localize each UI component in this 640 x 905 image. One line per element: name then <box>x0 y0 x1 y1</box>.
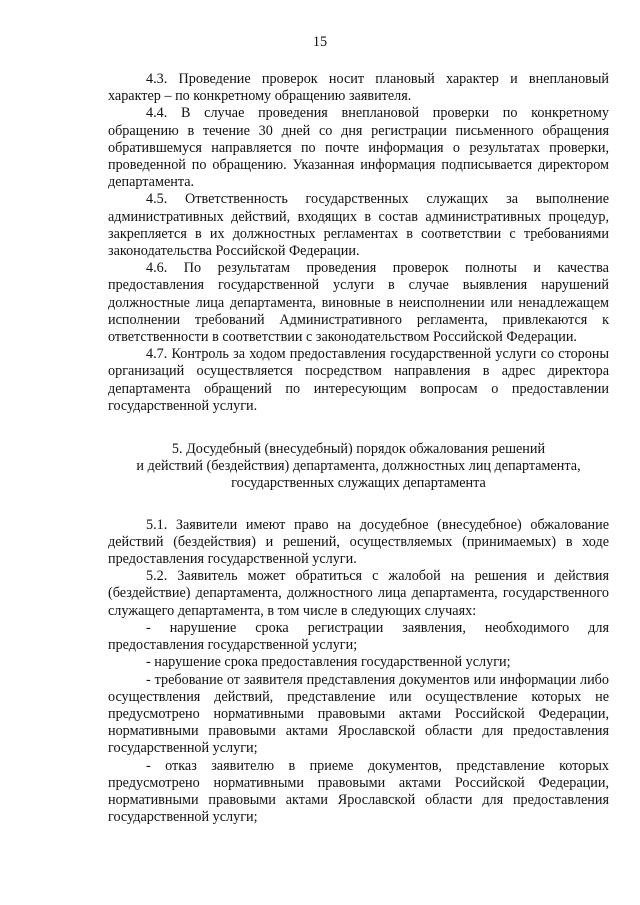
paragraph-4-7: 4.7. Контроль за ходом предоставления государственной услуги со стороны организаций осуществляется посредством направления в адрес директора департамента обращений по интересующим вопросам о предоставлении государственной услуги. <box>108 346 609 414</box>
section-5-heading-line: государственных служащих департамента <box>231 475 486 492</box>
page-number: 15 <box>312 34 328 50</box>
document-body <box>108 71 609 826</box>
section-5-heading-line: и действий (бездействия) департамента, должностных лиц департамента, <box>136 458 581 475</box>
section-5-heading <box>108 441 609 493</box>
list-item: - требование от заявителя представления документов или информации либо осуществления действий, представление или осуществление которых не предусмотрено нормативными правовыми актами Российской Федерации, нормативными правовыми актами Ярославской области для предоставления государственной услуги; <box>108 671 609 757</box>
paragraph-4-6: 4.6. По результатам проведения проверок полноты и качества предоставления государственной услуги в случае выявления нарушений должностные лица департамента, виновные в неисполнении или ненадлежащем исполнении требований Административного регламента, привлекаются к ответственности в соответствии с законодательством Российской Федерации. <box>108 260 609 346</box>
paragraph-5-1: 5.1. Заявители имеют право на досудебное (внесудебное) обжалование действий (бездействия) и решений, осуществляемых (принимаемых) в ходе предоставления государственной услуги. <box>108 516 609 568</box>
list-item: - нарушение срока регистрации заявления, необходимого для предоставления государственной услуги; <box>108 619 609 654</box>
paragraph-5-2: 5.2. Заявитель может обратиться с жалобой на решения и действия (бездействие) департамента, должностного лица департамента, государственного служащего департамента, в том числе в следующих случаях: <box>108 568 609 619</box>
list-item: - нарушение срока предоставления государственной услуги; <box>146 654 511 671</box>
paragraph-4-4: 4.4. В случае проведения внеплановой проверки по конкретному обращению в течение 30 дней со дня регистрации письменного обращения обратившемуся направляется по почте информация о результатах проверки, проведенной по обращению. Указанная информация подписывается директором департамента. <box>108 105 609 191</box>
section-5-heading-line: 5. Досудебный (внесудебный) порядок обжалования решений <box>171 441 546 458</box>
paragraph-4-5: 4.5. Ответственность государственных служащих за выполнение административных действий, входящих в состав административных процедур, закрепляется в их должностных регламентах в соответствии с требованиями законодательства Российской Федерации. <box>108 191 609 260</box>
paragraph-4-3: 4.3. Проведение проверок носит плановый характер и внеплановый характер – по конкретному обращению заявителя. <box>108 71 609 105</box>
list-item: - отказ заявителю в приеме документов, представление которых предусмотрено нормативными правовыми актами Российской Федерации, нормативными правовыми актами Ярославской области для предоставления государственной услуги; <box>108 757 609 826</box>
